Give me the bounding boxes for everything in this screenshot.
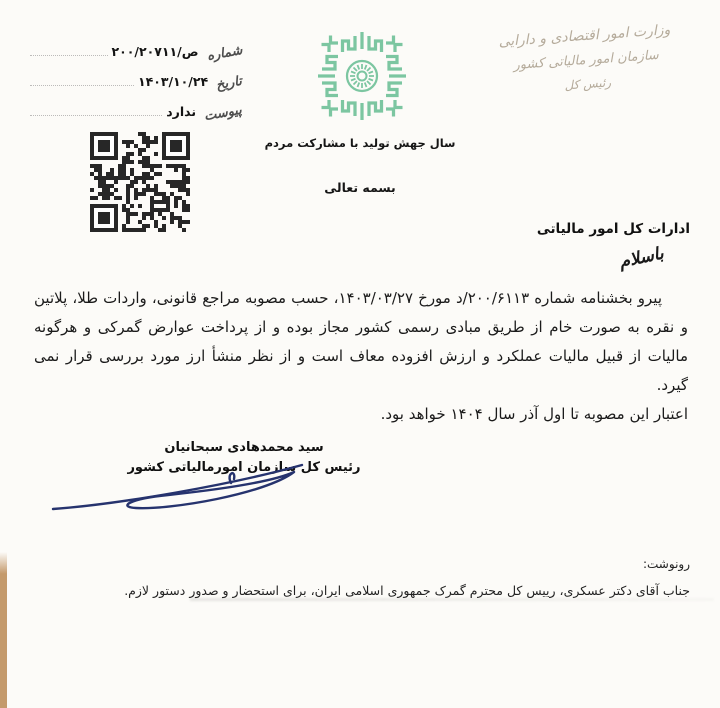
- signer-title: رئیس کل سازمان امورمالیاتی کشور: [127, 460, 361, 475]
- letter-number-value: ۲۰۰/۲۰۷۱۱/ص: [111, 44, 199, 59]
- salutation-handwritten: باسلام: [617, 243, 666, 273]
- scan-page-edge: [0, 552, 7, 708]
- tax-administration-logo-icon: [303, 26, 421, 126]
- letter-date-row: [30, 64, 244, 94]
- date-label: تاریخ: [215, 73, 244, 94]
- ministry-title: وزارت امور اقتصادی و دارایی: [497, 22, 671, 51]
- circular-number: ۲۰۰/۶۱۱۳/د: [455, 289, 530, 307]
- letter-body: [34, 284, 688, 429]
- dotted-leader: [30, 85, 134, 86]
- signature-scrawl: [50, 452, 326, 522]
- scan-artifact: [190, 598, 714, 601]
- year-slogan: سال جهش تولید با مشارکت مردم: [264, 136, 456, 150]
- dotted-leader: [30, 55, 108, 56]
- besmeleh: بسمه تعالی: [324, 180, 396, 195]
- dotted-leader: [30, 115, 162, 116]
- recipient-line: ادارات کل امور مالیاتی: [536, 221, 690, 237]
- letter-date-value: ۱۴۰۳/۱۰/۲۴: [137, 74, 209, 89]
- letterhead-titles: [464, 20, 708, 100]
- cc-line: جناب آقای دکتر عسکری، رییس کل محترم گمرک جمهوری اسلامی ایران، برای استحضار و صدور دستور لازم.: [124, 583, 690, 598]
- signer-name: سید محمدهادی سبحانیان: [164, 440, 324, 455]
- letter-attachment-value: ندارد: [166, 104, 197, 119]
- body-paragraph-2: اعتبار این مصوبه تا اول آذر سال ۱۴۰۴ خواهد بود.: [380, 405, 688, 423]
- number-label: شماره: [205, 43, 244, 64]
- attachment-label: پیوست: [203, 102, 244, 125]
- organization-title: سازمان امور مالیاتی کشور: [512, 47, 660, 74]
- letter-meta: [30, 34, 242, 124]
- letter-number-row: [30, 34, 244, 64]
- letter-attachment-row: [30, 94, 244, 125]
- qr-code: [90, 132, 190, 232]
- body-paragraph-1: پیرو بخشنامه شماره ۲۰۰/۶۱۱۳/د مورخ ۱۴۰۳/۰۳/۲۷، حسب مصوبه مراجع قانونی، واردات طلا، پلاتین و نقره به صورت خام از طریق مبادی رسمی کشور مجاز بوده و از پرداخت عوارض گمرکی و هرگونه مالیات از قبیل مالیات عملکرد و ارزش افزوده معاف است و از نظر منشأ ارز مورد بررسی قرار نمی گیرد.: [34, 289, 688, 394]
- office-title: رئیس کل: [563, 75, 612, 93]
- cc-label: رونوشت:: [642, 557, 690, 571]
